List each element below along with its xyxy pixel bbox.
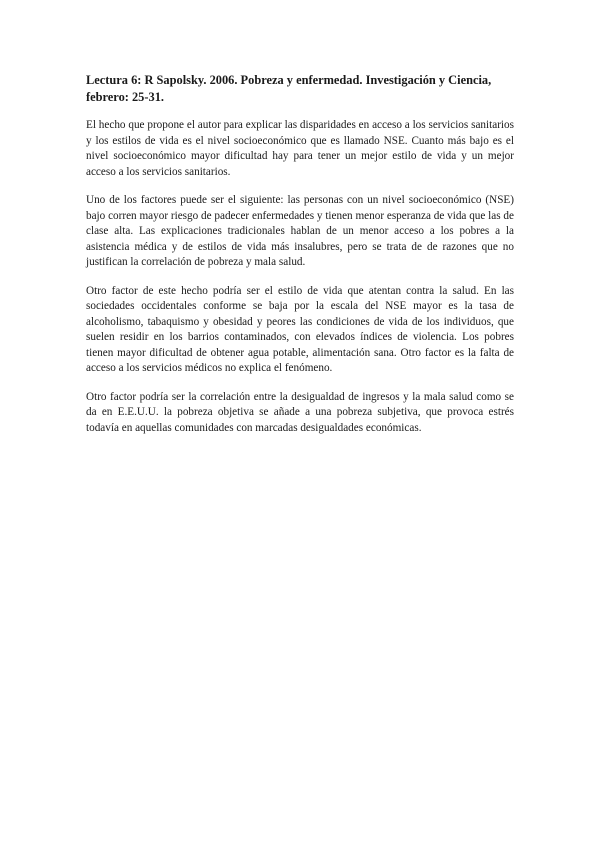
paragraph-3: Otro factor de este hecho podría ser el estilo de vida que atentan contra la salud. En las sociedades occidentales conforme se baja por la escala del NSE mayor es la tasa de alcoholismo, tabaquismo y obesidad y peores las condiciones de vida de los individuos, que suelen residir en los barrios contaminados, con elevados índices de violencia. Los pobres tienen mayor dificultad de obtener agua potable, alimentación sana. Otro factor es la falta de acceso a los servicios médicos no explica el fenómeno. xyxy=(86,284,514,374)
document-body xyxy=(86,72,514,449)
paragraph-1: El hecho que propone el autor para explicar las disparidades en acceso a los servicios sanitarios y los estilos de vida es el nivel socioeconómico que es llamado NSE. Cuanto más bajo es el nivel socioeconómico mayor dificultad hay para tener un mejor estilo de vida y un mejor acceso a los servicios sanitarios. xyxy=(86,119,514,178)
paragraph-2: Uno de los factores puede ser el siguiente: las personas con un nivel socioeconómico (NSE) bajo corren mayor riesgo de padecer enfermedades y tienen menor esperanza de vida que las de clase alta. Las explicaciones tradicionales hablan de un menor acceso a los pobres a la asistencia médica y de estilos de vida más insalubres, pero se trata de de razones que no justifican la correlación de pobreza y mala salud. xyxy=(86,194,514,268)
paragraph-4: Otro factor podría ser la correlación entre la desigualdad de ingresos y la mala salud como se da en E.E.U.U. la pobreza objetiva se añade a una pobreza subjetiva, que provoca estrés todavía en aquellas comunidades con marcadas desigualdades económicas. xyxy=(86,390,514,434)
document-title: Lectura 6: R Sapolsky. 2006. Pobreza y enfermedad. Investigación y Ciencia, febrero: 25-31. xyxy=(86,73,492,104)
